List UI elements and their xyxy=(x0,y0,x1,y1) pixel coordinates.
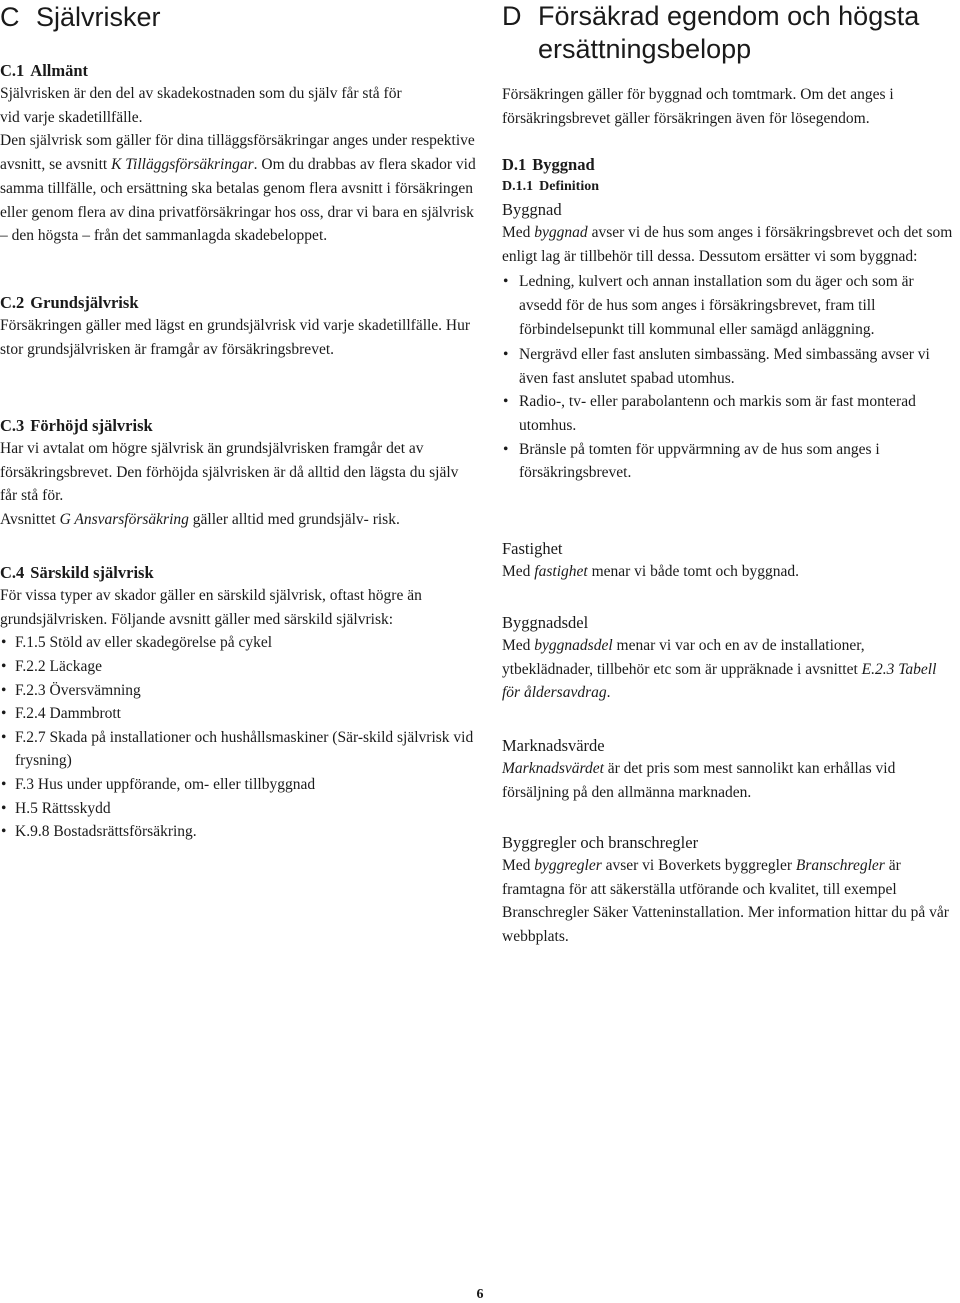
text: menar vi var och en av de installationer, ytbeklädnader, tillbehör etc som är uppräknade i avsnittet xyxy=(502,637,865,678)
paragraph xyxy=(0,129,478,248)
section-title-line2: ersättningsbelopp xyxy=(538,34,752,64)
paragraph: Försäkringen gäller för byggnad och tomtmark. Om det anges i försäkringsbrevet gäller försäkringen även för lösegendom. xyxy=(502,86,894,127)
intro xyxy=(502,83,958,130)
list-item: • Radio-, tv- eller parabolantenn och markis som är fast monterad utomhus. xyxy=(502,390,958,437)
heading-text: Grundsjälvrisk xyxy=(30,293,139,312)
italic-reference: K Tilläggsförsäkringar xyxy=(111,156,254,174)
list-item: • Ledning, kulvert och annan installation som du äger och som är avsedd för de hus som anges i försäkringsbrevet, fram till förbindelsepunkt till kommunal eller samägd anläggning. xyxy=(502,270,958,341)
subsection-heading xyxy=(502,154,958,176)
heading-number: D.1.1 xyxy=(502,179,534,194)
list-item: • F.2.2 Läckage xyxy=(0,655,478,679)
heading-number: C.3 xyxy=(0,416,25,435)
italic-reference: E.2.3 Tabell för åldersavdrag xyxy=(502,660,937,702)
text: Med xyxy=(502,857,535,874)
section-letter: C xyxy=(0,2,20,32)
list-item: • K.9.8 Bostadsrättsförsäkring. xyxy=(0,820,478,844)
paragraph xyxy=(502,560,958,584)
text: är framtagna för att säkerställa utförande och kvalitet, till exempel Branschregler Säker Vatteninstallation. Mer information hittar du på vår webbplats. xyxy=(502,857,949,946)
heading-number: C.2 xyxy=(0,293,25,312)
text: Den självrisk som gäller för dina tilläggsförsäkringar anges under respektive avsnitt, se avsnitt xyxy=(0,132,475,174)
italic-term: byggnad xyxy=(534,224,588,241)
section-title-line1: Försäkrad egendom och högsta xyxy=(538,1,920,31)
italic-term: byggnadsdel xyxy=(534,637,613,654)
subsection-c1 xyxy=(0,60,478,248)
term-byggregler xyxy=(502,832,958,949)
list-item: • H.5 Rättsskydd xyxy=(0,797,478,821)
bullet-list xyxy=(0,631,478,843)
text: . xyxy=(606,684,611,702)
list-item: • Nergrävd eller fast ansluten simbassäng. Med simbassäng avser vi även fast anslutet spabad utomhus. xyxy=(502,343,958,390)
list-item: • F.2.3 Översvämning xyxy=(0,679,478,703)
section-c-title xyxy=(0,1,161,34)
heading-text: Särskild självrisk xyxy=(30,563,154,582)
list-item: • F.2.4 Dammbrott xyxy=(0,702,478,726)
line: Självrisken är den del av skadekostnaden som du själv får stå för xyxy=(0,85,402,102)
subsection-heading xyxy=(0,562,478,584)
paragraph xyxy=(0,82,478,129)
subsection-c4 xyxy=(0,562,478,844)
term-heading: Byggnad xyxy=(502,200,562,219)
heading-text: Definition xyxy=(539,179,600,194)
subsection-c2 xyxy=(0,292,478,361)
italic-term: byggregler xyxy=(534,857,602,874)
section-d-title xyxy=(502,0,958,66)
heading-text: Förhöjd självrisk xyxy=(30,416,153,435)
paragraph: Försäkringen gäller med lägst en grundsjälvrisk vid varje skadetillfälle. Hur stor grundsjälvrisken är framgår av försäkringsbrevet. xyxy=(0,317,471,358)
text: Med xyxy=(502,637,535,654)
paragraph xyxy=(502,757,958,804)
text: avser vi Boverkets byggregler xyxy=(601,857,796,874)
subsection-heading xyxy=(0,292,478,314)
paragraph: För vissa typer av skador gäller en särskild självrisk, oftast högre än grundsjälvrisken. Följande avsnitt gäller med särskild självrisk: xyxy=(0,587,422,628)
subsection-c3 xyxy=(0,415,478,532)
paragraph xyxy=(502,854,958,949)
paragraph xyxy=(502,221,958,268)
text: Med xyxy=(502,224,535,241)
text: gäller alltid med grundsjälv- risk. xyxy=(188,511,400,529)
term-byggnadsdel xyxy=(502,612,958,705)
text: . Om du drabbas av flera skador vid samma tillfälle, och ersättning ska betalas genom flera avsnitt i försäkringen eller genom flera av dina privatförsäkringar hos oss, drar vi bara en självrisk – den högsta – från det sammanlagda skadebeloppet. xyxy=(0,156,476,245)
italic-reference: G Ansvarsförsäkring xyxy=(59,511,189,529)
text: är det pris som mest sannolikt kan erhållas vid försäljning på den allmänna marknaden. xyxy=(502,760,896,801)
italic-term: fastighet xyxy=(534,563,588,580)
subsection-heading xyxy=(0,415,478,437)
text: Avsnittet xyxy=(0,511,60,529)
page-number: 6 xyxy=(476,1287,484,1302)
list-item: • F.2.7 Skada på installationer och hushållsmaskiner (Sär-skild självrisk vid frysning) xyxy=(0,726,478,773)
list-item: • Bränsle på tomten för uppvärmning av de hus som anges i försäkringsbrevet. xyxy=(502,438,958,485)
italic-term: Marknadsvärdet xyxy=(502,760,604,777)
term-heading: Byggregler och branschregler xyxy=(502,833,699,852)
italic-term: Branschregler xyxy=(795,857,885,874)
term-heading: Fastighet xyxy=(502,539,563,558)
heading-text: Byggnad xyxy=(532,155,595,174)
subsection-d1 xyxy=(502,154,958,485)
heading-number: C.4 xyxy=(0,563,25,582)
section-letter: D xyxy=(502,1,522,31)
subsection-heading xyxy=(0,60,478,82)
paragraph xyxy=(502,634,958,705)
term-fastighet xyxy=(502,538,958,584)
term-heading: Marknadsvärde xyxy=(502,736,605,755)
paragraph: Har vi avtalat om högre självrisk än grundsjälvrisken framgår det av försäkringsbrevet. Den förhöjda självrisken är då alltid den lägsta du själv får stå för. xyxy=(0,440,459,505)
line: vid varje skadetillfälle. xyxy=(0,108,143,126)
heading-number: C.1 xyxy=(0,61,25,80)
text: avser vi de hus som anges i försäkringsbrevet och det som enligt lag är tillbehör till dessa. Dessutom ersätter vi som byggnad: xyxy=(502,224,953,265)
subsubsection-heading xyxy=(502,177,958,197)
text: menar vi både tomt och byggnad. xyxy=(587,563,800,580)
term-marknadsvarde xyxy=(502,735,958,804)
bullet-list xyxy=(502,270,958,484)
text: Med xyxy=(502,563,535,580)
paragraph xyxy=(0,508,478,532)
list-item: • F.1.5 Stöld av eller skadegörelse på cykel xyxy=(0,631,478,655)
heading-number: D.1 xyxy=(502,155,527,174)
section-title-text: Självrisker xyxy=(36,2,161,32)
list-item: • F.3 Hus under uppförande, om- eller tillbyggnad xyxy=(0,773,478,797)
heading-text: Allmänt xyxy=(30,61,89,80)
term-heading: Byggnadsdel xyxy=(502,613,589,632)
